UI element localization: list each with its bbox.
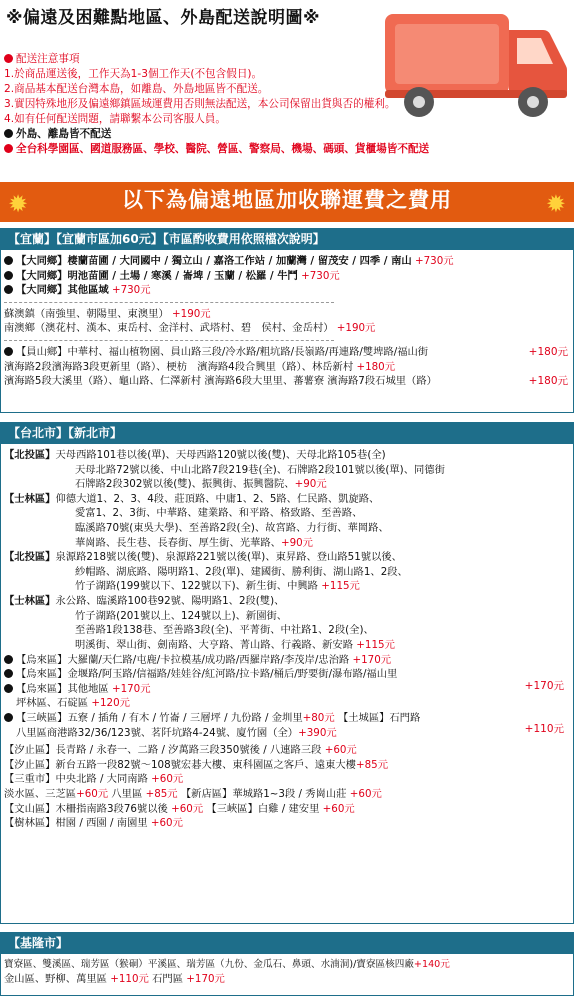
list-item: 愛富1、2、3街、中華路、建業路、和平路、格致路、至善路、 [75, 507, 363, 520]
notes-heading-row [4, 52, 404, 67]
yilan-header: 【宜蘭】【宜蘭市區加60元】【市區酌收費用依照檔次說明】 [0, 228, 574, 250]
island-note: 外島、離島皆不配送 [16, 128, 112, 141]
list-item: 【北投區】天母西路101巷以後(單)、天母西路120號以後(雙)、天母北路105巷(全) [4, 449, 386, 461]
list-item: 【烏來區】其他地區 +170元 +170元 [4, 682, 570, 697]
list-item: 竹子湖路(199號以下、122號以下)、新生街、中興路 +115元 [75, 580, 360, 593]
list-item: 寶寮區、雙溪區、瑞芳區（猴硐）平溪區、瑞芳區（九份、金瓜石、鼻頭、水湳洞)/寶寮區核四廠+140元 [4, 959, 450, 970]
delivery-truck-icon [383, 10, 571, 122]
bullet-icon [4, 684, 13, 693]
list-item: 竹子湖路(201號以上、124號以上)、新園街、 [75, 609, 288, 622]
list-item: 至善路1段138巷、至善路3段(全)、平菁街、中社路1、2段(全)、 [75, 624, 374, 637]
divider [4, 340, 334, 341]
keelung-block [4, 958, 570, 986]
list-item: 濱海路5段大溪里（路）、龜山路、仁澤新村 濱海路6段大里里、蕃薯寮 濱海路7段石城里（路） +180元 [4, 375, 568, 388]
list-item: 【北投區】泉源路218號以後(雙)、泉源路221號以後(單)、東昇路、登山路51號以後、 [4, 551, 402, 564]
list-item: 【士林區】永公路、臨溪路100巷92號、陽明路1、2段(雙)、 [4, 595, 285, 608]
page-title: ※偏遠及困難點地區、外島配送說明圖※ [6, 8, 321, 28]
banner-text: 以下為偏遠地區加收聯運費之費用 [122, 188, 452, 212]
note-item: 3.實因特殊地形及偏遠鄉鎮區域運費用否則無法配送，本公司保留出貨與否的權利。 [4, 98, 396, 111]
list-item: 明溪街、翠山街、劍南路、大亨路、菁山路、行義路、新安路 +115元 [75, 638, 395, 651]
divider [4, 302, 334, 303]
list-item: 蘇澳鎮（南強里、朝陽里、東澳里） +190元 [4, 307, 211, 320]
exclude-note: 全台科學園區、國道服務區、學校、醫院、營區、警察局、機場、碼頭、貨櫃場皆不配送 [16, 143, 430, 156]
yilan-block [4, 254, 570, 389]
list-item: 八里區商港路32/36/123號、茗阡坑路4-24號、廈竹園（全）+390元 +110元 [16, 722, 564, 739]
sparkle-icon: ✹ [545, 190, 566, 218]
note-item: 4.如有任何配送問題，請聯繫本公司客服人員。 [4, 113, 226, 126]
list-item: 紗帽路、湖底路、陽明路1、2段(單)、建國街、勝利街、湖山路1、2段、 [75, 565, 408, 578]
list-item: 【三重市】中央北路 / 大同南路 +60元 [4, 773, 184, 786]
list-item: 【三峽區】五寮 / 插角 / 有木 / 竹崙 / 三層坪 / 九份路 / 金圳里+80元 【土城區】石門路 [4, 711, 570, 726]
note-item: 2.商品基本配送台灣本島，如離島、外島地區皆不配送。 [4, 83, 269, 96]
keelung-header: 【基隆市】 [0, 932, 574, 954]
list-item: 【樹林區】柑園 / 西園 / 南園里 +60元 [4, 817, 183, 830]
list-item: 【烏來區】金堰路/阿玉路/信福路/娃娃谷/紅河路/拉卡路/桶后/野要街/瀑布路/福山里 [4, 667, 570, 682]
bullet-icon [4, 144, 13, 153]
list-item: 【文山區】木柵指南路3段76號以後 +60元 【三峽區】白雞 / 建安里 +60元 [4, 802, 355, 815]
exclude-note-row [4, 142, 574, 157]
note-item: 1.於商品運送後，工作天為1-3個工作天(不包含假日)。 [4, 68, 263, 81]
bullet-icon [4, 713, 13, 722]
bullet-icon [4, 129, 13, 138]
list-item: 石牌路2段302號以後(雙)、振興街、振興醫院、+90元 [75, 478, 327, 491]
list-item: 【大同鄉】其他區域 +730元 [4, 283, 570, 298]
bullet-icon [4, 256, 13, 265]
list-item: 南澳鄉（澳花村、漢本、東岳村、金洋村、武塔村、碧 侯村、金岳村） +190元 [4, 322, 376, 335]
list-item: 【汐止區】新台五路一段82號～108號宏碁大樓、東科園區之客戶、遠東大樓+85元 [4, 758, 388, 771]
sparkle-icon: ✹ [8, 190, 29, 218]
list-item: 【烏來區】大羅蘭/天仁路/屯鹿/卡拉模基/成功路/西羅岸路/李茂岸/忠治路 +170元 [4, 653, 570, 668]
notes-heading: 配送注意事項 [16, 53, 80, 65]
bullet-icon [4, 271, 13, 280]
taipei-header: 【台北市】【新北市】 [0, 422, 574, 444]
list-item: 【員山鄉】中華村、福山植物園、員山路三段/冷水路/粗坑路/長嶺路/再連路/雙埤路/福山街 +180元 [4, 345, 570, 360]
list-item: 天母北路72號以後、中山北路7段219巷(全)、石牌路2段101號以後(單)、同德街 [75, 463, 445, 476]
bullet-icon [4, 285, 13, 294]
list-item: 坪林區、石碇區 +120元 [16, 697, 130, 710]
bullet-icon [4, 669, 13, 678]
surcharge-banner [0, 182, 574, 222]
list-item: 淡水區、三芝區+60元 八里區 +85元 【新店區】華城路1~3段 / 秀崗山莊 +60元 [4, 788, 382, 801]
bullet-icon [4, 54, 13, 63]
list-item: 【士林區】仰德大道1、2、3、4段、莊頂路、中庸1、2、5路、仁民路、凱旋路、 [4, 492, 380, 505]
list-item: 臨溪路70號(東吳大學)、至善路2段(全)、故宮路、力行街、華岡路、 [75, 522, 389, 535]
list-item: 【汐止區】長青路 / 永春一、二路 / 汐萬路三段350號後 / 八連路三段 +60元 [4, 744, 357, 757]
bullet-icon [4, 655, 13, 664]
list-item: 金山區、野柳、萬里區 +110元 石門區 +170元 [4, 972, 225, 985]
list-item: 【大同鄉】明池苗圃 / 土場 / 寒溪 / 崙埤 / 玉蘭 / 松羅 / 牛鬥 +730元 [4, 269, 570, 284]
taipei-block [4, 448, 570, 831]
bullet-icon [4, 347, 13, 356]
list-item: 華崗路、長生巷、長春街、厚生街、光華路、+90元 [75, 536, 313, 549]
delivery-notes [4, 52, 430, 157]
list-item: 濱海路2段濱海路3段更新里（路）、梗枋 濱海路4段合興里（路）、林岳新村 +180元 [4, 360, 396, 373]
list-item: 【大同鄉】棲蘭苗圃 / 大同國中 / 獨立山 / 嘉洛工作站 / 加蘭灣 / 留茂安 / 四季 / 南山 +730元 [4, 254, 570, 269]
island-note-row [4, 127, 404, 142]
